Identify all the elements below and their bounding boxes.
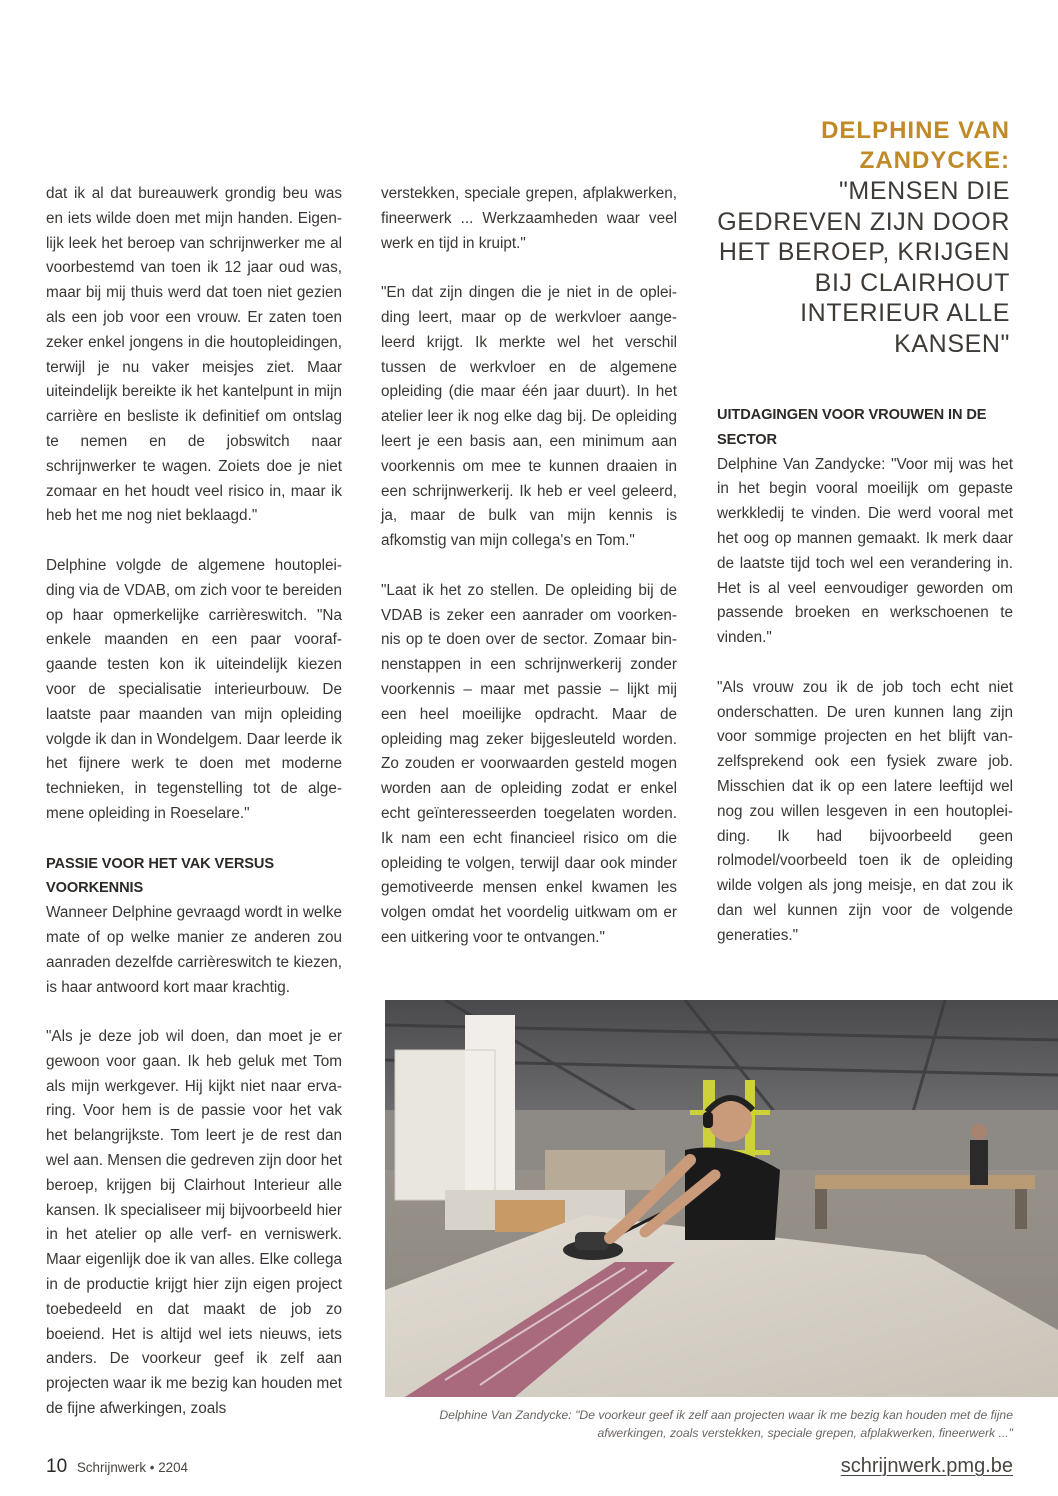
paragraph: "En dat zijn dingen die je niet in de opleiding leert, maar op de werkvloer aangeleerd krijgt. Ik merkte wel het verschil tussen de werkvloer en de algemene opleiding (die maar één jaar duurt). In het atelier leer ik nog elke dag bij. De opleiding leert je een basis aan, een minimum aan voorkennis om mee te kunnen draaien in een schrijnwerkerij. Ik heb er veel geleerd, ja, maar de bulk van mijn kennis is afkomstig van mijn collega's en Tom.": [381, 284, 677, 550]
paragraph: Delphine Van Zandycke: "Voor mij was het in het begin vooral moeilijk om gepaste werkkledij te vinden. Die werd vooral met het oog op mannen gemaakt. Ik merk daar de laatste tijd toch wel een verandering in. Het is al veel eenvoudiger geworden om passende broeken en werkschoenen te vinden.": [717, 455, 1013, 647]
section-heading: UITDAGINGEN VOOR VROUWEN IN DE SECTOR: [717, 407, 987, 448]
article-column-3: [717, 403, 1013, 949]
pull-quote: [710, 116, 1010, 359]
section-heading: PASSIE VOOR HET VAK VERSUS VOORKENNIS: [46, 855, 274, 897]
paragraph: "Als vrouw zou ik de job toch echt niet onderschatten. De uren kunnen lang zijn voor sommige projecten en het blijft vanzelfsprekend ook een fysiek zware job. Misschien dat ik op een latere leeftijd wel nog zou willen lesgeven in een houtopleiding. Ik had bijvoorbeeld geen rolmodel/voorbeeld toen ik de opleiding wilde volgen als jong meisje, en dat zou ik dan wel kunnen zijn voor de volgende generaties.": [717, 678, 1013, 944]
page-number: 10: [46, 1456, 68, 1477]
paragraph: Delphine volgde de algemene houtopleiding via de VDAB, om zich voor te bereiden op haar opmerkelijke carrièreswitch. "Na enkele maanden en een paar voorafgaande testen kon ik uiteindelijk kiezen voor de specialisatie interieurbouw. De laatste paar maanden van mijn opleiding volgde ik dan in Wondelgem. Daar leerde ik het fijnere werk te doen met moderne technieken, in tegenstelling tot de algemene opleiding in Roeselare.": [46, 556, 342, 822]
article-column-1: [46, 182, 342, 1422]
paragraph: Wanneer Delphine gevraagd wordt in welke mate of op welke manier ze anderen zou aanraden dezelfde carrièreswitch te kiezen, is haar antwoord kort maar krachtig.: [46, 904, 342, 996]
paragraph: "Laat ik het zo stellen. De opleiding bij de VDAB is zeker een aanrader om voorkennis op te doen over de sector. Zomaar binnenstappen in een schrijnwerkerij zonder voorkennis – maar met passie – lijkt mij een heel moeilijke opdracht. Maar de opleiding mag zeker bijgesleuteld worden. Zo zouden er voorwaarden gesteld mogen worden aan de opleiding zodat er enkel echt geïnteresseerden toegelaten worden. Ik nam een echt financieel risico om die opleiding te volgen, terwijl daar ook minder gemotiveerde mensen enkel kwamen les volgen omdat het voordelig uitkwam om er een uitkering voor te ontvangen.": [381, 581, 677, 946]
paragraph: dat ik al dat bureauwerk grondig beu was en iets wilde doen met mijn handen. Eigenlijk leek het beroep van schrijnwerker me al voorbestemd van toen ik 12 jaar oud was, maar bij mij thuis werd dat toen niet gezien als een job voor een vrouw. Er zaten toen zeker enkel jongens in die houtopleidingen, terwijl je nu vaker meisjes ziet. Maar uiteindelijk bereikte ik het kantelpunt in mijn carrière en besliste ik definitief om ontslag te nemen en de jobswitch naar schrijnwerker te wagen. Zoiets doe je niet zomaar en het houdt veel risico in, maar ik heb het me nog niet beklaagd.": [46, 185, 342, 525]
footer-left: [46, 1456, 188, 1478]
workshop-photo: [385, 1000, 1058, 1397]
paragraph: verstekken, speciale grepen, afplakwerken, fineerwerk ... Werkzaamheden waar veel werk en tijd in kruipt.": [381, 185, 677, 252]
pull-quote-name: DELPHINE VAN ZANDYCKE:: [821, 117, 1010, 174]
footer-website-link[interactable]: schrijnwerk.pmg.be: [840, 1455, 1013, 1477]
publication-name: Schrijnwerk • 2204: [76, 1460, 188, 1475]
pull-quote-text: "MENSEN DIE GEDREVEN ZIJN DOOR HET BEROEP, KRIJGEN BIJ CLAIRHOUT INTERIEUR ALLE KANSEN": [717, 177, 1010, 358]
paragraph: "Als je deze job wil doen, dan moet je er gewoon voor gaan. Ik heb geluk met Tom als mijn werkgever. Hij kijkt niet naar ervaring. Voor hem is de passie voor het vak het belangrijkste. Tom leert je de rest dan wel aan. Mensen die gedreven zijn door het beroep, krijgen bij Clairhout Interieur alle kansen. Ik specialiseer mij bijvoorbeeld hier in het atelier op alle verf- en verniswerk. Maar eigenlijk doe ik van alles. Elke collega in de productie krijgt hier zijn eigen project toebedeeld en dat maakt de job zo boeiend. Het is altijd wel iets nieuws, iets anders. De voorkeur geef ik zelf aan projecten waar ik me bezig kan houden met de fijne afwerkingen, zoals: [46, 1028, 342, 1418]
photo-caption: Delphine Van Zandycke: "De voorkeur geef ik zelf aan projecten waar ik me bezig kan houden met de fijne afwerkingen, zoals verstekken, speciale grepen, afplakwerken, fineerwerk ...": [439, 1408, 1013, 1440]
article-column-2: [381, 182, 677, 951]
workshop-photo-illustration: [385, 1000, 1058, 1397]
